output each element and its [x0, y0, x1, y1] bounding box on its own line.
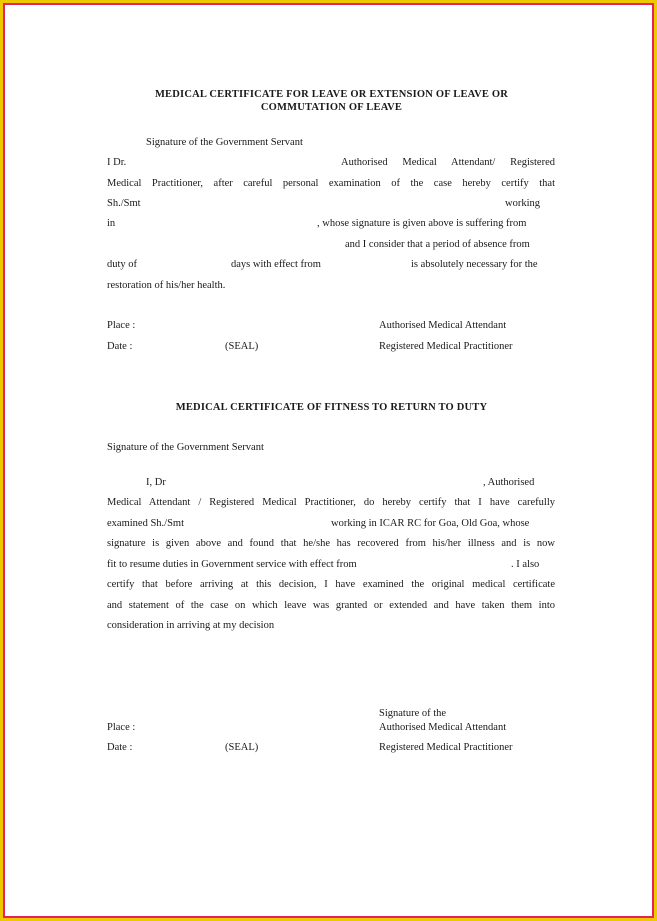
s1-line3-b: working — [505, 198, 540, 209]
section1-title-line1: MEDICAL CERTIFICATE FOR LEAVE OR EXTENSION OF LEAVE OR — [154, 89, 509, 100]
s1-line4-b: , whose signature is given above is suffering from — [317, 218, 527, 229]
s1-line7: restoration of his/her health. — [107, 280, 226, 291]
s2-line7: and statement of the case on which leave was granted or extended and have taken them into — [107, 600, 555, 611]
s1-line2: Medical Practitioner, after careful personal examination of the case hereby certify that — [107, 178, 555, 189]
section2-seal-label: (SEAL) — [225, 742, 259, 753]
section2-signature-label: Signature of the Government Servant — [107, 442, 264, 453]
s2-line8: consideration in arriving at my decision — [107, 620, 275, 631]
s2-line4: signature is given above and found that he/she has recovered from his/her illness and is now — [107, 538, 555, 549]
s1-line3-a: Sh./Smt — [107, 198, 141, 209]
s2-line3-a: examined Sh./Smt — [107, 518, 184, 529]
s2-line3-b: working in ICAR RC for Goa, Old Goa, whose — [331, 518, 530, 529]
section1-signature-label: Signature of the Government Servant — [146, 137, 303, 148]
section2-place-label: Place : — [107, 722, 136, 733]
s2-line6: certify that before arriving at this decision, I have examined the original medical certificate — [107, 579, 555, 590]
s2-line5-b: . I also — [511, 559, 540, 570]
section1-attendant-label: Authorised Medical Attendant — [379, 320, 507, 331]
s1-line5: and I consider that a period of absence from — [345, 239, 530, 250]
section2-attendant-label: Authorised Medical Attendant — [379, 722, 507, 733]
s2-line5-a: fit to resume duties in Government service with effect from — [107, 559, 357, 570]
section1-practitioner-label: Registered Medical Practitioner — [379, 341, 513, 352]
section1-seal-label: (SEAL) — [225, 341, 259, 352]
s1-line6-b: days with effect from — [231, 259, 321, 270]
s1-line1-a: I Dr. — [107, 157, 127, 168]
s1-line6-c: is absolutely necessary for the — [411, 259, 538, 270]
section1-title-line2: COMMUTATION OF LEAVE — [260, 102, 403, 113]
s2-line1-b: , Authorised — [483, 477, 535, 488]
section2-signature-of-the: Signature of the — [379, 708, 447, 719]
section2-title: MEDICAL CERTIFICATE OF FITNESS TO RETURN TO DUTY — [175, 402, 488, 413]
section1-place-label: Place : — [107, 320, 136, 331]
s1-line1-b: Authorised Medical Attendant/ Registered — [341, 157, 555, 168]
section2-date-label: Date : — [107, 742, 133, 753]
section2-practitioner-label: Registered Medical Practitioner — [379, 742, 513, 753]
s1-line4-a: in — [107, 218, 116, 229]
s2-line1-a: I, Dr — [146, 477, 166, 488]
s1-line6-a: duty of — [107, 259, 138, 270]
s2-line2: Medical Attendant / Registered Medical Practitioner, do hereby certify that I have carefully — [107, 497, 555, 508]
section1-date-label: Date : — [107, 341, 133, 352]
